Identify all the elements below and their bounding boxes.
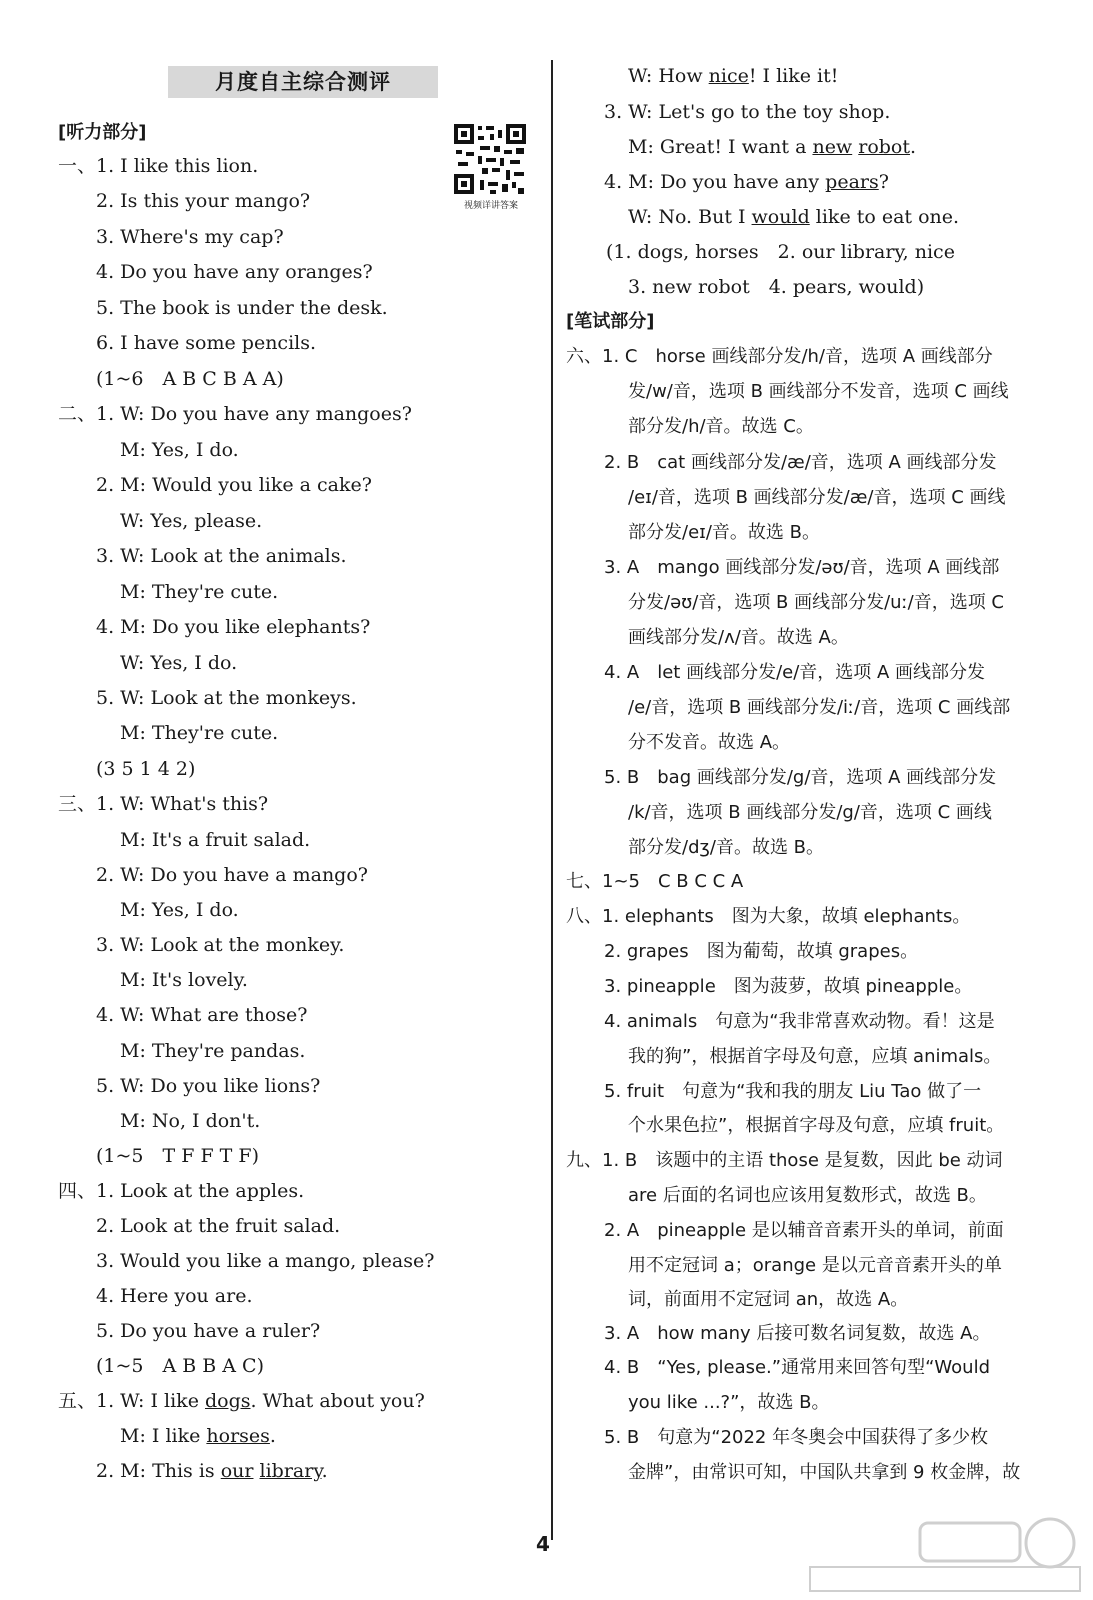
explanation-line: 画线部分发/ʌ/音。故选 A。 [628, 627, 849, 648]
answer-line: 5. Do you have a ruler? [96, 1320, 321, 1342]
line-text: 五、1. W: I like [58, 1390, 205, 1412]
explanation-line: 金牌”，由常识可知，中国队共拿到 9 枚金牌，故 [628, 1462, 1021, 1483]
answer-key: 七、1~5 C B C C A [566, 871, 744, 892]
answer-key: (1. dogs, horses 2. our library, nice [606, 241, 955, 263]
explanation-line: /k/音，选项 B 画线部分发/g/音，选项 C 画线 [628, 802, 992, 823]
line-text: . [910, 136, 917, 158]
explanation-line: 用不定冠词 a；orange 是以元音音素开头的单 [628, 1255, 1002, 1276]
explanation-line: 4. B “Yes, please.”通常用来回答句型“Would [604, 1357, 991, 1378]
explanation-line: 我的狗”，根据首字母及句意，应填 animals。 [628, 1046, 1002, 1067]
explanation-line: 九、1. B 该题中的主语 those 是复数，因此 be 动词 [566, 1150, 1003, 1171]
underlined-word: dogs [204, 1390, 251, 1412]
explanation-line: you like ...?”，故选 B。 [628, 1392, 830, 1413]
answer-line: 3. W: Look at the animals. [96, 545, 347, 567]
underlined-word: new [812, 136, 853, 158]
line-text: . What about you? [250, 1390, 425, 1412]
answer-line: 3. Where's my cap? [96, 226, 284, 248]
explanation-line: 5. B bag 画线部分发/g/音，选项 A 画线部分发 [604, 767, 997, 788]
underlined-word: horses [206, 1425, 270, 1447]
explanation-line: 八、1. elephants 图为大象，故填 elephants。 [566, 906, 971, 927]
line-text: . [321, 1460, 328, 1482]
answer-line: 3. W: Let's go to the toy shop. [604, 101, 891, 123]
explanation-line: 个水果色拉”，根据首字母及句意，应填 fruit。 [628, 1115, 1005, 1136]
explanation-line: 5. fruit 句意为“我和我的朋友 Liu Tao 做了一 [604, 1081, 982, 1102]
answer-line: M: They're pandas. [120, 1040, 306, 1062]
answer-line: 3. W: Look at the monkey. [96, 934, 345, 956]
line-text: 4. M: Do you have any [604, 171, 826, 193]
answer-line [96, 1459, 328, 1483]
answer-line: 2. Look at the fruit salad. [96, 1215, 341, 1237]
explanation-line: 分发/əʊ/音，选项 B 画线部分发/uː/音，选项 C [628, 592, 1005, 613]
answer-line: 3. Would you like a mango, please? [96, 1250, 435, 1272]
answer-key: (1~5 T F F T F) [96, 1145, 259, 1167]
line-text: M: Great! I want a [628, 136, 813, 158]
explanation-line: 分不发音。故选 A。 [628, 732, 791, 753]
answer-line: 6. I have some pencils. [96, 332, 317, 354]
explanation-line: 2. A pineapple 是以辅音音素开头的单词，前面 [604, 1220, 1004, 1241]
answer-line: W: Yes, please. [120, 510, 263, 532]
answer-line: 4. M: Do you like elephants? [96, 616, 371, 638]
answer-line [628, 205, 959, 229]
underlined-word: pears [825, 171, 879, 193]
answer-line [628, 64, 838, 88]
underlined-word: our [220, 1460, 254, 1482]
answer-line: 4. Do you have any oranges? [96, 261, 373, 283]
qr-code[interactable] [452, 122, 528, 196]
answer-line: 四、1. Look at the apples. [58, 1180, 305, 1202]
answer-line: 4. Here you are. [96, 1285, 253, 1307]
page-title: 月度自主综合测评 [168, 66, 438, 98]
listening-section-header: [听力部分] [58, 122, 147, 143]
line-text: ! I like it! [748, 65, 839, 87]
answer-line: M: Yes, I do. [120, 899, 239, 921]
answer-line: 5. W: Look at the monkeys. [96, 687, 357, 709]
explanation-line: 3. A how many 后接可数名词复数，故选 A。 [604, 1323, 991, 1344]
answer-line: M: They're cute. [120, 581, 279, 603]
qr-caption: 视频详讲答案 [463, 201, 518, 211]
line-text: W: How [628, 65, 709, 87]
answer-line: M: It's lovely. [120, 969, 248, 991]
answer-line: 二、1. W: Do you have any mangoes? [58, 403, 412, 425]
explanation-line: 2. grapes 图为葡萄，故填 grapes。 [604, 941, 919, 962]
answer-line [604, 170, 889, 194]
answer-line: 2. M: Would you like a cake? [96, 474, 372, 496]
line-text: ? [878, 171, 889, 193]
answer-line: 三、1. W: What's this? [58, 793, 269, 815]
line-text: 2. M: This is [96, 1460, 221, 1482]
answer-key: (1~5 A B B A C) [96, 1355, 264, 1377]
underlined-word: library [259, 1460, 322, 1482]
answer-line [58, 1389, 425, 1413]
answer-line: M: It's a fruit salad. [120, 829, 311, 851]
explanation-line: 4. A let 画线部分发/e/音，选项 A 画线部分发 [604, 662, 986, 683]
underlined-word: robot [858, 136, 911, 158]
answer-line: 2. W: Do you have a mango? [96, 864, 368, 886]
answer-key: (1~6 A B C B A A) [96, 368, 284, 390]
watermark-logo [800, 1515, 1090, 1595]
answer-line: W: Yes, I do. [120, 652, 238, 674]
page-number: 4 [536, 1532, 550, 1556]
answer-line: 2. Is this your mango? [96, 190, 311, 212]
underlined-word: would [751, 206, 810, 228]
answer-line: M: No, I don't. [120, 1110, 261, 1132]
answer-line: 5. W: Do you like lions? [96, 1075, 321, 1097]
written-section-header: [笔试部分] [566, 311, 655, 332]
explanation-line: 六、1. C horse 画线部分发/h/音，选项 A 画线部分 [566, 346, 993, 367]
explanation-line: /eɪ/音，选项 B 画线部分发/æ/音，选项 C 画线 [628, 487, 1006, 508]
explanation-line: 部分发/dʒ/音。故选 B。 [628, 837, 825, 858]
underlined-word: nice [708, 65, 749, 87]
line-text: like to eat one. [809, 206, 960, 228]
answer-key: 3. new robot 4. pears, would) [628, 276, 925, 298]
answer-line: M: Yes, I do. [120, 439, 239, 461]
explanation-line: 词，前面用不定冠词 an，故选 A。 [628, 1289, 909, 1310]
explanation-line: /e/音，选项 B 画线部分发/iː/音，选项 C 画线部 [628, 697, 1011, 718]
explanation-line: 4. animals 句意为“我非常喜欢动物。看！这是 [604, 1011, 995, 1032]
answer-line [120, 1424, 276, 1448]
explanation-line: 3. pineapple 图为菠萝，故填 pineapple。 [604, 976, 973, 997]
explanation-line: 3. A mango 画线部分发/əʊ/音，选项 A 画线部 [604, 557, 1000, 578]
answer-line: M: They're cute. [120, 722, 279, 744]
line-text: . [269, 1425, 276, 1447]
line-text: M: I like [120, 1425, 207, 1447]
answer-line [628, 135, 916, 159]
line-text: W: No. But I [628, 206, 752, 228]
answer-key: (3 5 1 4 2) [96, 758, 196, 780]
column-divider [551, 60, 553, 1540]
explanation-line: 5. B 句意为“2022 年冬奥会中国获得了多少枚 [604, 1427, 989, 1448]
explanation-line: 部分发/eɪ/音。故选 B。 [628, 522, 820, 543]
explanation-line: 部分发/h/音。故选 C。 [628, 416, 814, 437]
answer-line: 4. W: What are those? [96, 1004, 308, 1026]
explanation-line: are 后面的名词也应该用复数形式，故选 B。 [628, 1185, 987, 1206]
answer-line: 5. The book is under the desk. [96, 297, 388, 319]
explanation-line: 发/w/音，选项 B 画线部分不发音，选项 C 画线 [628, 381, 1009, 402]
explanation-line: 2. B cat 画线部分发/æ/音，选项 A 画线部分发 [604, 452, 997, 473]
answer-line: 一、1. I like this lion. [58, 155, 259, 177]
